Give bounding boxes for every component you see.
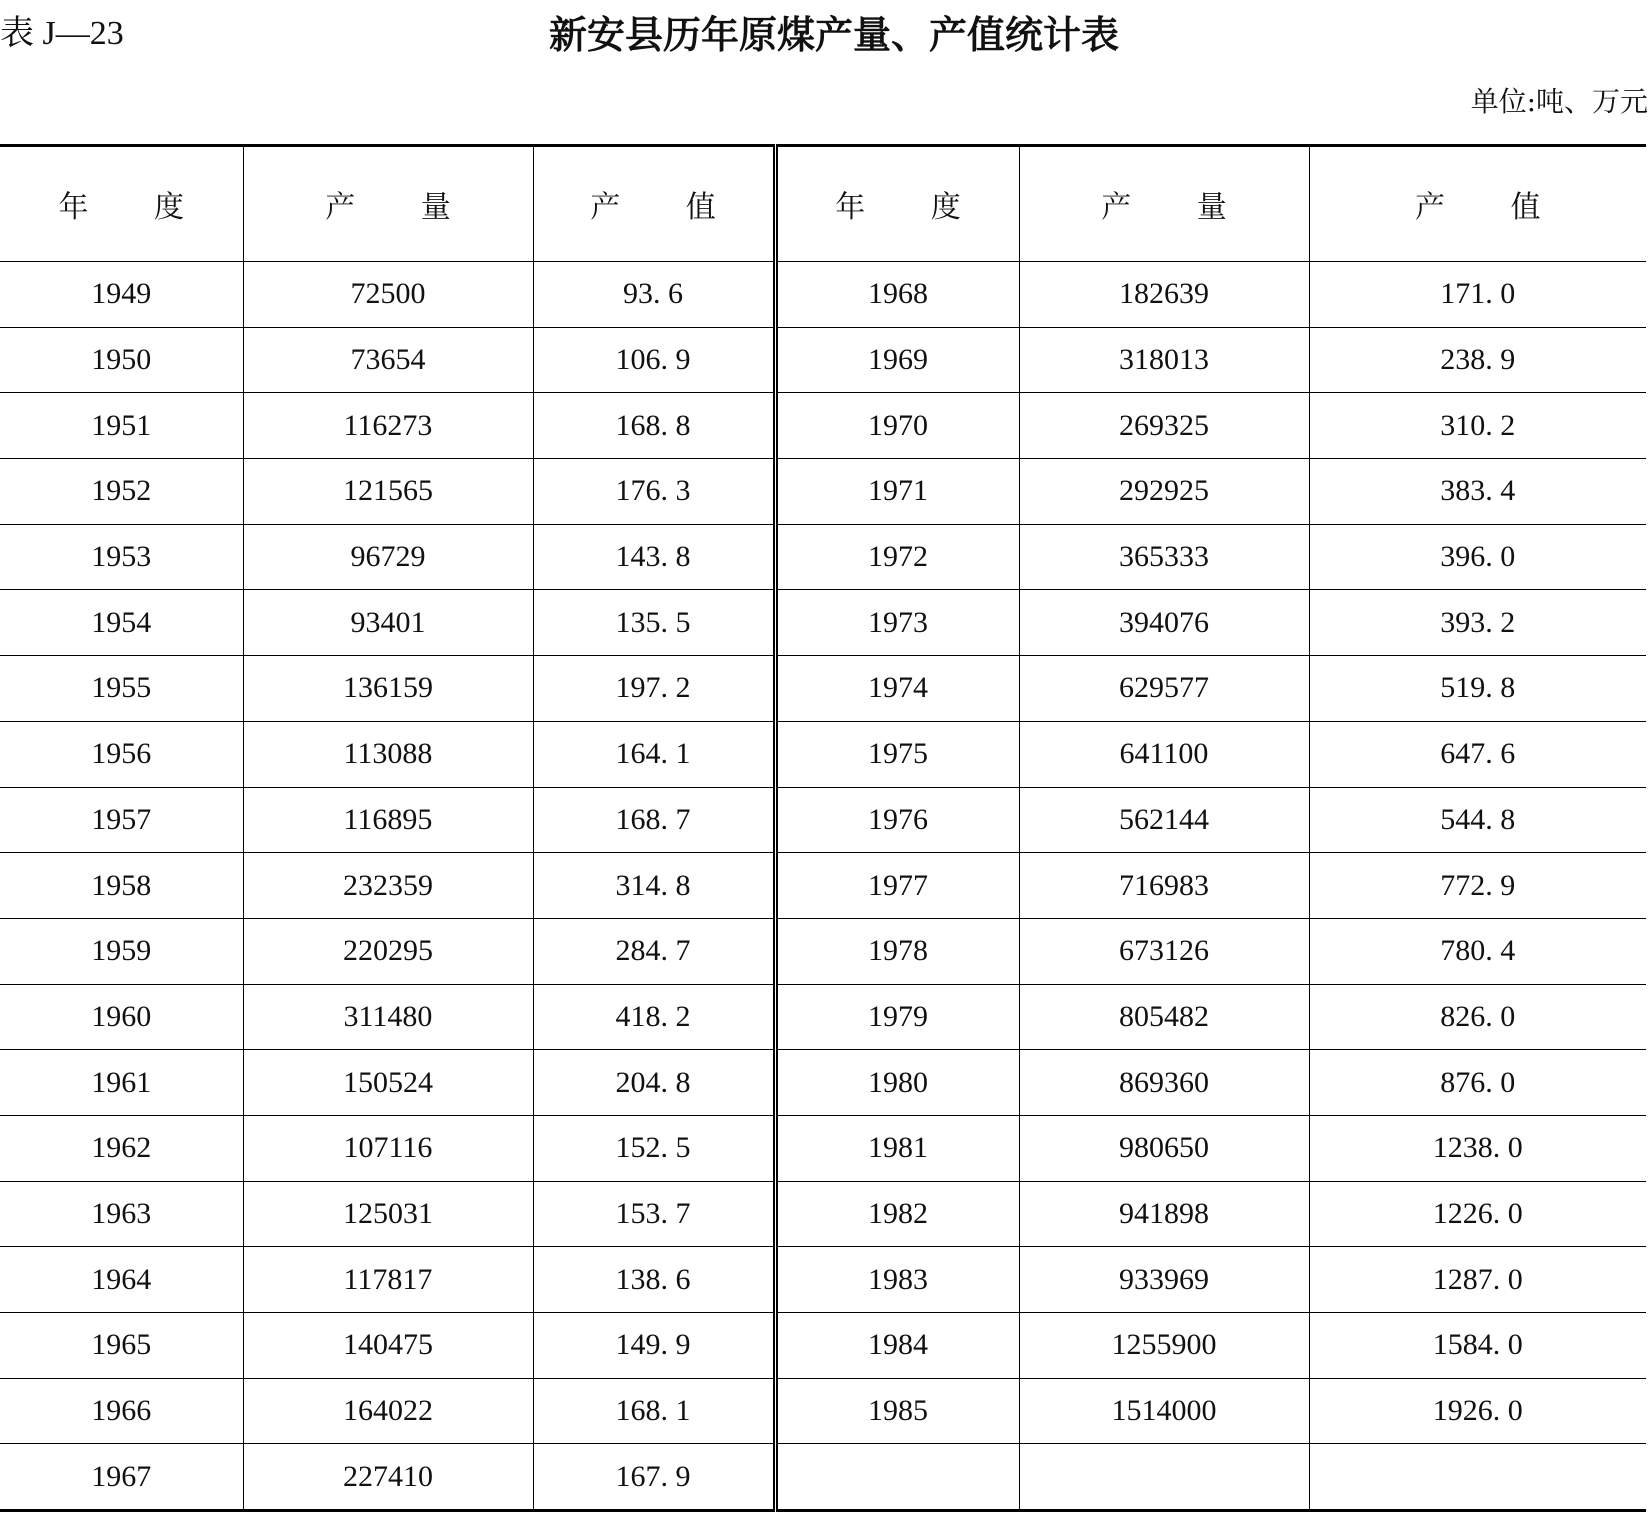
output-right-cell: 394076 bbox=[1019, 590, 1309, 656]
value-right-cell: 1926. 0 bbox=[1309, 1378, 1646, 1444]
year-right-cell: 1973 bbox=[775, 590, 1019, 656]
year-right-cell: 1972 bbox=[775, 524, 1019, 590]
value-right-cell: 519. 8 bbox=[1309, 656, 1646, 722]
year-right-cell: 1975 bbox=[775, 721, 1019, 787]
year-left-cell: 1960 bbox=[0, 984, 243, 1050]
value-right-cell: 1584. 0 bbox=[1309, 1313, 1646, 1379]
coal-statistics-table bbox=[0, 144, 1646, 1512]
value-left-cell: 418. 2 bbox=[533, 984, 775, 1050]
year-left-cell: 1958 bbox=[0, 853, 243, 919]
output-right-cell: 869360 bbox=[1019, 1050, 1309, 1116]
value-right-cell bbox=[1309, 1444, 1646, 1511]
output-right-cell: 805482 bbox=[1019, 984, 1309, 1050]
value-right-cell: 171. 0 bbox=[1309, 262, 1646, 328]
year-right-cell: 1970 bbox=[775, 393, 1019, 459]
value-left-cell: 314. 8 bbox=[533, 853, 775, 919]
value-left-cell: 164. 1 bbox=[533, 721, 775, 787]
header-year-right: 年 度 bbox=[775, 146, 1019, 262]
table-row bbox=[0, 656, 1646, 722]
value-right-cell: 393. 2 bbox=[1309, 590, 1646, 656]
year-right-cell: 1974 bbox=[775, 656, 1019, 722]
table-row bbox=[0, 1247, 1646, 1313]
table-row bbox=[0, 524, 1646, 590]
output-left-cell: 125031 bbox=[243, 1181, 533, 1247]
value-right-cell: 310. 2 bbox=[1309, 393, 1646, 459]
table-number: 表 J—23 bbox=[0, 15, 124, 52]
year-right-cell: 1971 bbox=[775, 459, 1019, 525]
value-left-cell: 284. 7 bbox=[533, 918, 775, 984]
year-right-cell: 1976 bbox=[775, 787, 1019, 853]
value-left-cell: 176. 3 bbox=[533, 459, 775, 525]
table-row bbox=[0, 721, 1646, 787]
table-row bbox=[0, 1378, 1646, 1444]
output-left-cell: 232359 bbox=[243, 853, 533, 919]
output-right-cell: 182639 bbox=[1019, 262, 1309, 328]
output-right-cell: 629577 bbox=[1019, 656, 1309, 722]
table-row bbox=[0, 459, 1646, 525]
output-left-cell: 113088 bbox=[243, 721, 533, 787]
output-right-cell: 365333 bbox=[1019, 524, 1309, 590]
year-left-cell: 1965 bbox=[0, 1313, 243, 1379]
year-left-cell: 1949 bbox=[0, 262, 243, 328]
year-left-cell: 1951 bbox=[0, 393, 243, 459]
value-left-cell: 149. 9 bbox=[533, 1313, 775, 1379]
output-right-cell bbox=[1019, 1444, 1309, 1511]
year-right-cell: 1968 bbox=[775, 262, 1019, 328]
table-row bbox=[0, 393, 1646, 459]
header-value-right: 产 值 bbox=[1309, 146, 1646, 262]
year-left-cell: 1952 bbox=[0, 459, 243, 525]
output-right-cell: 941898 bbox=[1019, 1181, 1309, 1247]
value-right-cell: 772. 9 bbox=[1309, 853, 1646, 919]
header-row bbox=[0, 146, 1646, 262]
value-left-cell: 153. 7 bbox=[533, 1181, 775, 1247]
year-right-cell: 1969 bbox=[775, 327, 1019, 393]
table-row bbox=[0, 1050, 1646, 1116]
value-left-cell: 168. 1 bbox=[533, 1378, 775, 1444]
output-left-cell: 140475 bbox=[243, 1313, 533, 1379]
output-left-cell: 73654 bbox=[243, 327, 533, 393]
output-left-cell: 116273 bbox=[243, 393, 533, 459]
table-row bbox=[0, 590, 1646, 656]
year-right-cell: 1980 bbox=[775, 1050, 1019, 1116]
value-left-cell: 143. 8 bbox=[533, 524, 775, 590]
output-right-cell: 269325 bbox=[1019, 393, 1309, 459]
output-right-cell: 318013 bbox=[1019, 327, 1309, 393]
year-left-cell: 1959 bbox=[0, 918, 243, 984]
output-right-cell: 980650 bbox=[1019, 1115, 1309, 1181]
value-right-cell: 383. 4 bbox=[1309, 459, 1646, 525]
year-left-cell: 1961 bbox=[0, 1050, 243, 1116]
year-right-cell: 1984 bbox=[775, 1313, 1019, 1379]
value-right-cell: 826. 0 bbox=[1309, 984, 1646, 1050]
output-left-cell: 96729 bbox=[243, 524, 533, 590]
page-title: 新安县历年原煤产量、产值统计表 bbox=[548, 13, 1119, 57]
value-left-cell: 197. 2 bbox=[533, 656, 775, 722]
year-right-cell: 1979 bbox=[775, 984, 1019, 1050]
output-left-cell: 107116 bbox=[243, 1115, 533, 1181]
output-left-cell: 220295 bbox=[243, 918, 533, 984]
year-right-cell: 1981 bbox=[775, 1115, 1019, 1181]
value-right-cell: 238. 9 bbox=[1309, 327, 1646, 393]
year-left-cell: 1962 bbox=[0, 1115, 243, 1181]
value-left-cell: 168. 8 bbox=[533, 393, 775, 459]
table-row bbox=[0, 1313, 1646, 1379]
year-left-cell: 1955 bbox=[0, 656, 243, 722]
value-left-cell: 106. 9 bbox=[533, 327, 775, 393]
output-right-cell: 673126 bbox=[1019, 918, 1309, 984]
unit-note: 单位:吨、万元 bbox=[1470, 85, 1648, 118]
output-right-cell: 292925 bbox=[1019, 459, 1309, 525]
output-right-cell: 1514000 bbox=[1019, 1378, 1309, 1444]
value-right-cell: 396. 0 bbox=[1309, 524, 1646, 590]
year-left-cell: 1954 bbox=[0, 590, 243, 656]
value-right-cell: 647. 6 bbox=[1309, 721, 1646, 787]
year-left-cell: 1950 bbox=[0, 327, 243, 393]
output-right-cell: 562144 bbox=[1019, 787, 1309, 853]
year-left-cell: 1966 bbox=[0, 1378, 243, 1444]
year-left-cell: 1957 bbox=[0, 787, 243, 853]
value-right-cell: 1238. 0 bbox=[1309, 1115, 1646, 1181]
header-year-left: 年 度 bbox=[0, 146, 243, 262]
year-right-cell: 1983 bbox=[775, 1247, 1019, 1313]
output-left-cell: 164022 bbox=[243, 1378, 533, 1444]
table-row bbox=[0, 853, 1646, 919]
table-row bbox=[0, 1444, 1646, 1511]
output-left-cell: 311480 bbox=[243, 984, 533, 1050]
table-row bbox=[0, 1181, 1646, 1247]
value-left-cell: 204. 8 bbox=[533, 1050, 775, 1116]
year-left-cell: 1963 bbox=[0, 1181, 243, 1247]
value-right-cell: 780. 4 bbox=[1309, 918, 1646, 984]
table-row bbox=[0, 984, 1646, 1050]
year-right-cell bbox=[775, 1444, 1019, 1511]
year-right-cell: 1977 bbox=[775, 853, 1019, 919]
output-right-cell: 641100 bbox=[1019, 721, 1309, 787]
year-right-cell: 1978 bbox=[775, 918, 1019, 984]
table-row bbox=[0, 262, 1646, 328]
output-left-cell: 121565 bbox=[243, 459, 533, 525]
value-left-cell: 167. 9 bbox=[533, 1444, 775, 1511]
header-output-right: 产 量 bbox=[1019, 146, 1309, 262]
output-right-cell: 933969 bbox=[1019, 1247, 1309, 1313]
year-right-cell: 1982 bbox=[775, 1181, 1019, 1247]
year-left-cell: 1964 bbox=[0, 1247, 243, 1313]
output-left-cell: 72500 bbox=[243, 262, 533, 328]
year-right-cell: 1985 bbox=[775, 1378, 1019, 1444]
output-left-cell: 227410 bbox=[243, 1444, 533, 1511]
value-left-cell: 93. 6 bbox=[533, 262, 775, 328]
value-left-cell: 135. 5 bbox=[533, 590, 775, 656]
year-left-cell: 1967 bbox=[0, 1444, 243, 1511]
table-row bbox=[0, 1115, 1646, 1181]
value-left-cell: 152. 5 bbox=[533, 1115, 775, 1181]
output-left-cell: 116895 bbox=[243, 787, 533, 853]
table-row bbox=[0, 787, 1646, 853]
value-left-cell: 138. 6 bbox=[533, 1247, 775, 1313]
header-output-left: 产 量 bbox=[243, 146, 533, 262]
header-value-left: 产 值 bbox=[533, 146, 775, 262]
output-right-cell: 1255900 bbox=[1019, 1313, 1309, 1379]
value-right-cell: 1226. 0 bbox=[1309, 1181, 1646, 1247]
output-left-cell: 93401 bbox=[243, 590, 533, 656]
table-row bbox=[0, 918, 1646, 984]
year-left-cell: 1956 bbox=[0, 721, 243, 787]
value-right-cell: 544. 8 bbox=[1309, 787, 1646, 853]
output-left-cell: 117817 bbox=[243, 1247, 533, 1313]
value-right-cell: 1287. 0 bbox=[1309, 1247, 1646, 1313]
value-left-cell: 168. 7 bbox=[533, 787, 775, 853]
output-left-cell: 150524 bbox=[243, 1050, 533, 1116]
output-left-cell: 136159 bbox=[243, 656, 533, 722]
table-row bbox=[0, 327, 1646, 393]
output-right-cell: 716983 bbox=[1019, 853, 1309, 919]
value-right-cell: 876. 0 bbox=[1309, 1050, 1646, 1116]
year-left-cell: 1953 bbox=[0, 524, 243, 590]
